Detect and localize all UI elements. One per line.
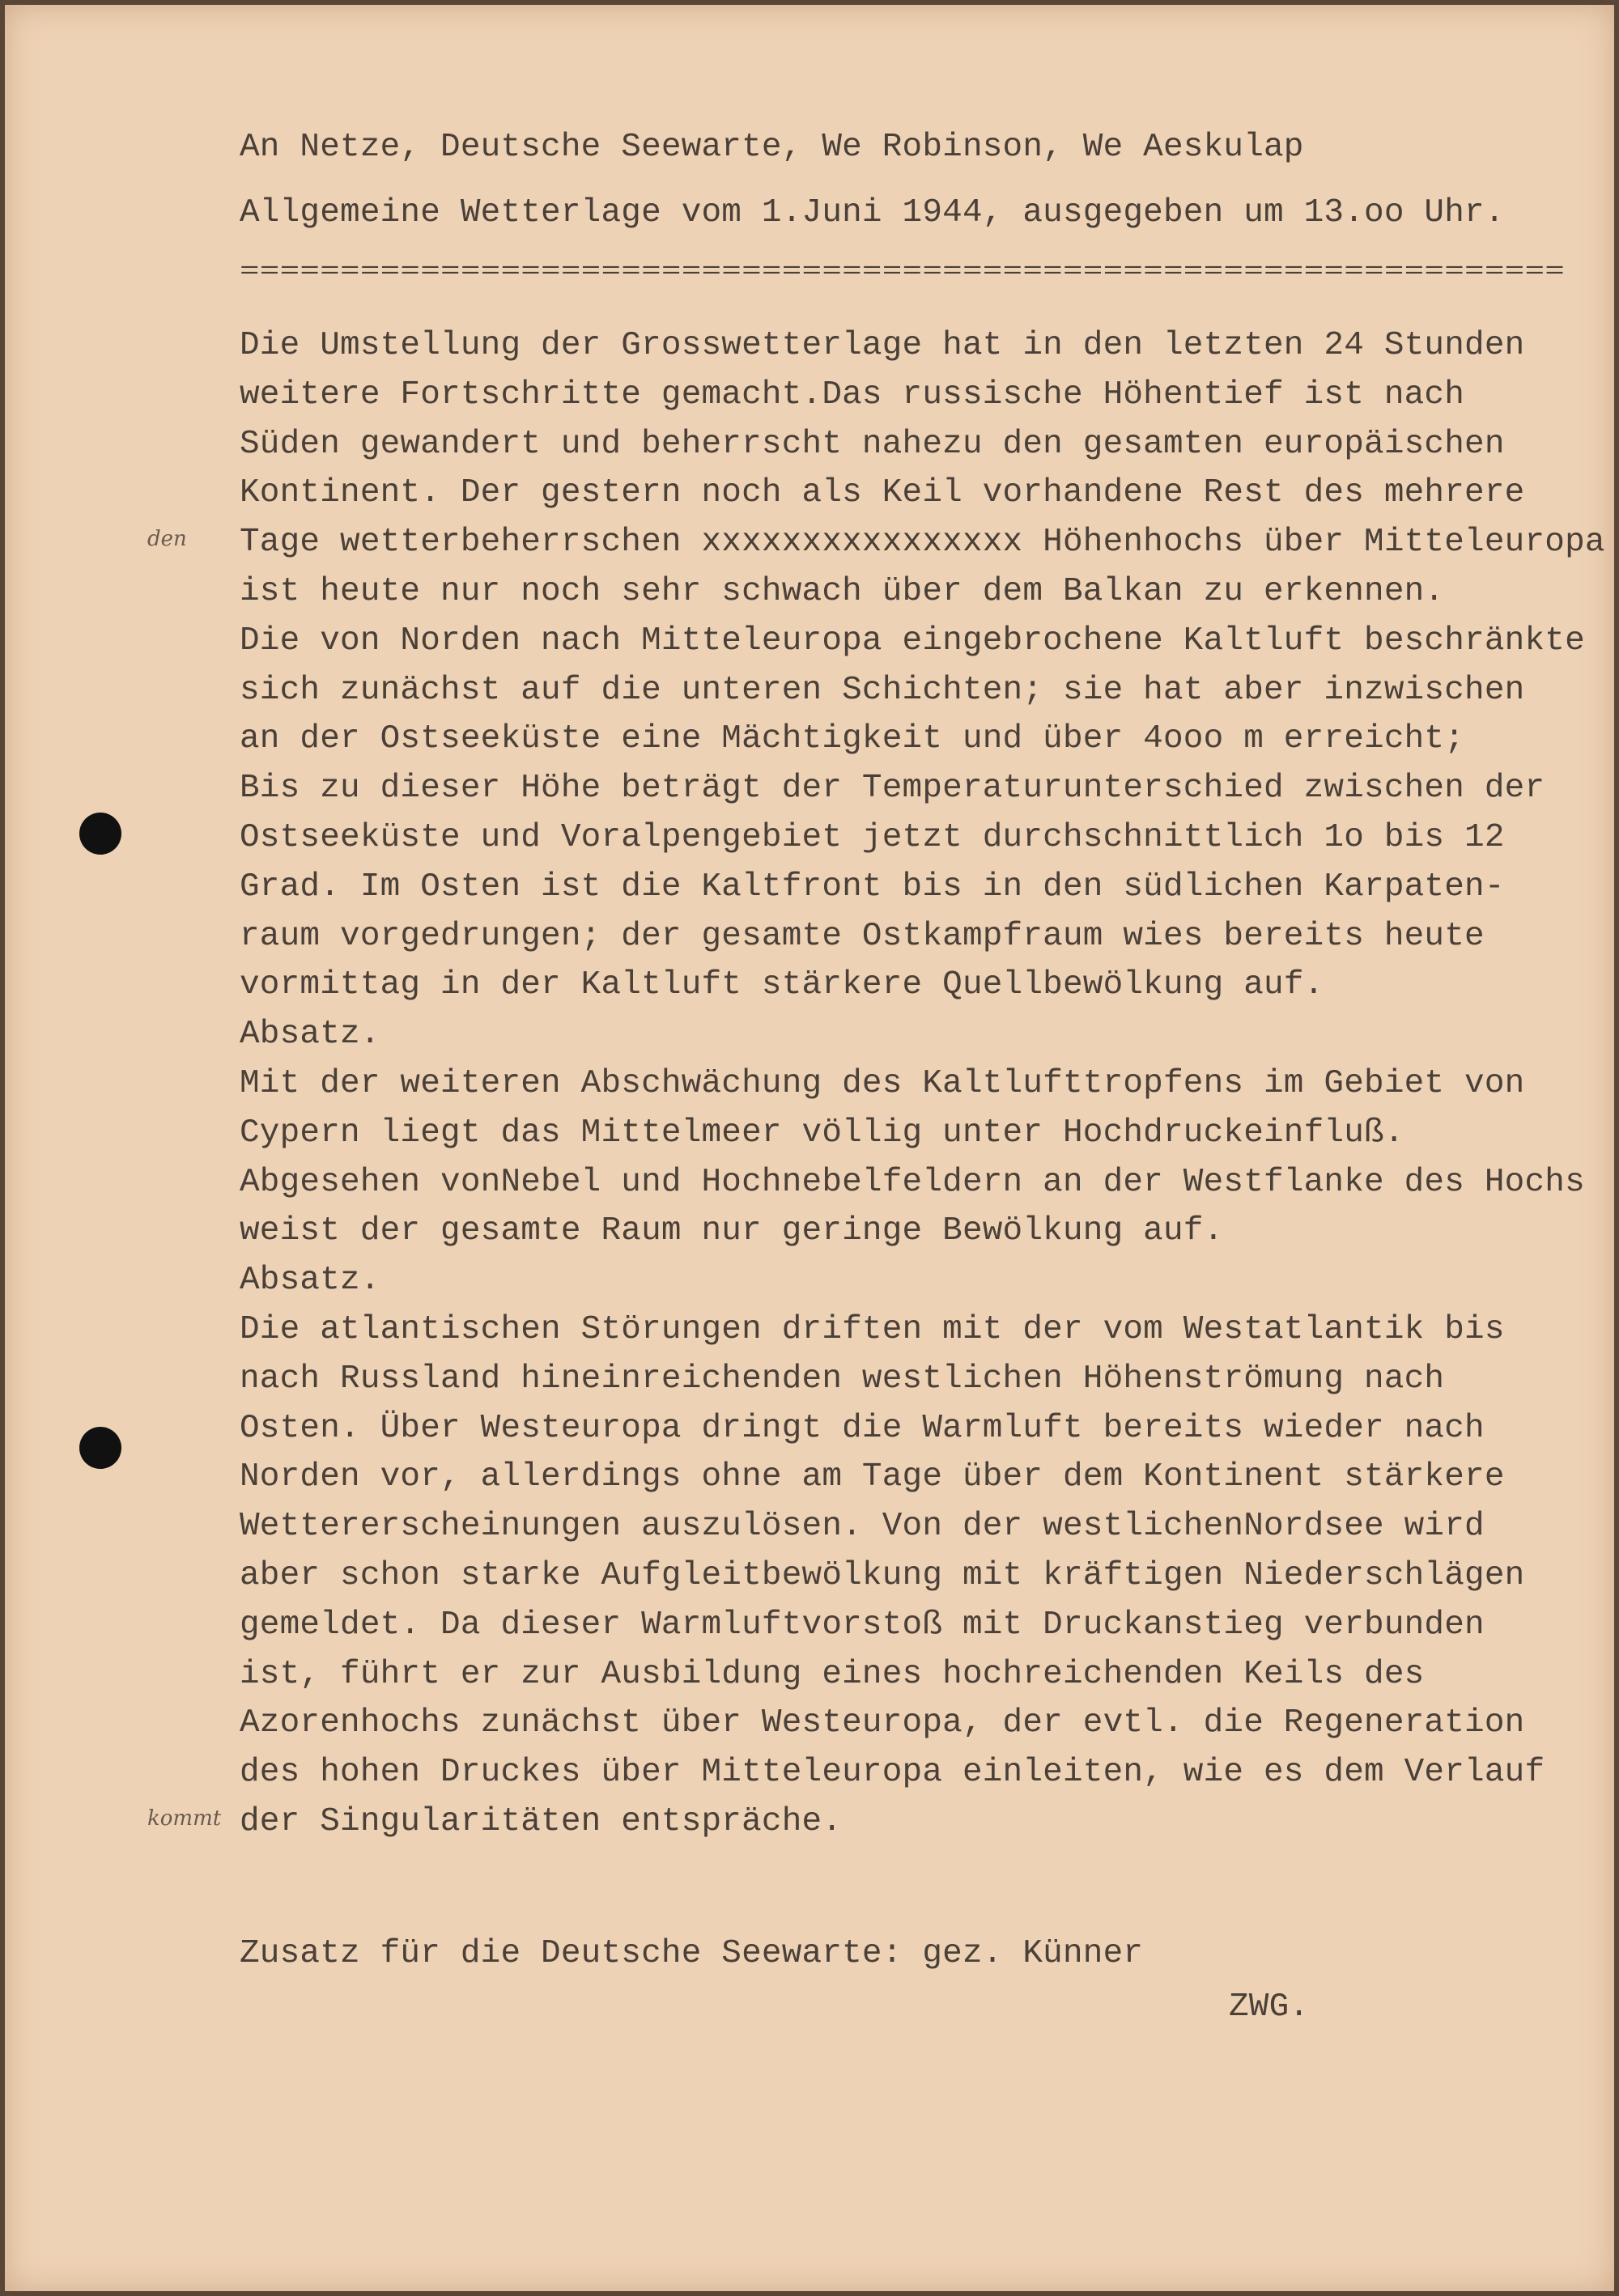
body-line: Süden gewandert und beherrscht nahezu den gesamten europäischen xyxy=(240,425,1505,463)
body-line: gemeldet. Da dieser Warmluftvorstoß mit Druckanstieg verbunden xyxy=(240,1606,1485,1644)
body-line: ist heute nur noch sehr schwach über dem Balkan zu erkennen. xyxy=(240,573,1445,610)
recipients-line: An Netze, Deutsche Seewarte, We Robinson, We Aeskulap xyxy=(240,129,1304,166)
body-line: der Singularitäten entspräche. xyxy=(240,1803,843,1840)
document-page xyxy=(5,5,1614,2291)
body-line: des hohen Druckes über Mitteleuropa einleiten, wie es dem Verlauf xyxy=(240,1754,1545,1792)
document-title: Allgemeine Wetterlage vom 1.Juni 1944, ausgegeben um 13.oo Uhr. xyxy=(240,194,1505,231)
body-line: weist der gesamte Raum nur geringe Bewölkung auf. xyxy=(240,1212,1224,1250)
body-line: Norden vor, allerdings ohne am Tage über dem Kontinent stärkere xyxy=(240,1458,1505,1496)
body-line: Die Umstellung der Grosswetterlage hat in den letzten 24 Stunden xyxy=(240,327,1525,364)
body-line: Ostseeküste und Voralpengebiet jetzt durchschnittlich 1o bis 12 xyxy=(240,819,1505,856)
initials: ZWG. xyxy=(1229,1988,1310,2026)
body-line: Kontinent. Der gestern noch als Keil vorhandene Rest des mehrere xyxy=(240,474,1525,512)
addendum-line: Zusatz für die Deutsche Seewarte: gez. Künner xyxy=(240,1935,1144,1972)
body-line: ist, führt er zur Ausbildung eines hochreichenden Keils des xyxy=(240,1655,1425,1693)
body-line: Mit der weiteren Abschwächung des Kaltlufttropfens im Gebiet von xyxy=(240,1065,1525,1102)
body-line: Absatz. xyxy=(240,1016,380,1054)
body-line: Wettererscheinungen auszulösen. Von der westlichenNordsee wird xyxy=(240,1508,1485,1546)
body-line: Die atlantischen Störungen driften mit der vom Westatlantik bis xyxy=(240,1311,1505,1348)
body-line: nach Russland hineinreichenden westlichen Höhenströmung nach xyxy=(240,1360,1445,1398)
body-line: Die von Norden nach Mitteleuropa eingebrochene Kaltluft beschränkte xyxy=(240,622,1585,660)
body-line: vormittag in der Kaltluft stärkere Quellbewölkung auf. xyxy=(240,966,1324,1004)
body-line: Azorenhochs zunächst über Westeuropa, der evtl. die Regeneration xyxy=(240,1704,1525,1742)
body-line: Cypern liegt das Mittelmeer völlig unter Hochdruckeinfluß. xyxy=(240,1114,1404,1152)
punch-hole xyxy=(79,1427,121,1469)
body-line: weitere Fortschritte gemacht.Das russische Höhentief ist nach xyxy=(240,376,1465,414)
body-line: Grad. Im Osten ist die Kaltfront bis in den südlichen Karpaten- xyxy=(240,868,1505,906)
handwritten-annotation: kommt xyxy=(147,1806,222,1831)
body-line: Bis zu dieser Höhe beträgt der Temperaturunterschied zwischen der xyxy=(240,770,1545,808)
body-line: raum vorgedrungen; der gesamte Ostkampfraum wies bereits heute xyxy=(240,917,1485,955)
double-rule: ================================================================== xyxy=(240,258,1566,286)
body-line: Absatz. xyxy=(240,1262,380,1300)
body-line: Abgesehen vonNebel und Hochnebelfeldern an der Westflanke des Hochs xyxy=(240,1163,1585,1201)
body-line: an der Ostseeküste eine Mächtigkeit und über 4ooo m erreicht; xyxy=(240,720,1465,758)
body-line: Osten. Über Westeuropa dringt die Warmluft bereits wieder nach xyxy=(240,1409,1485,1447)
body-line: sich zunächst auf die unteren Schichten; sie hat aber inzwischen xyxy=(240,671,1525,709)
handwritten-annotation: den xyxy=(147,527,187,551)
punch-hole xyxy=(79,813,121,855)
body-line: aber schon starke Aufgleitbewölkung mit kräftigen Niederschlägen xyxy=(240,1557,1525,1594)
body-line: Tage wetterbeherrschen xxxxxxxxxxxxxxxx Höhenhochs über Mitteleuropa xyxy=(240,524,1605,562)
